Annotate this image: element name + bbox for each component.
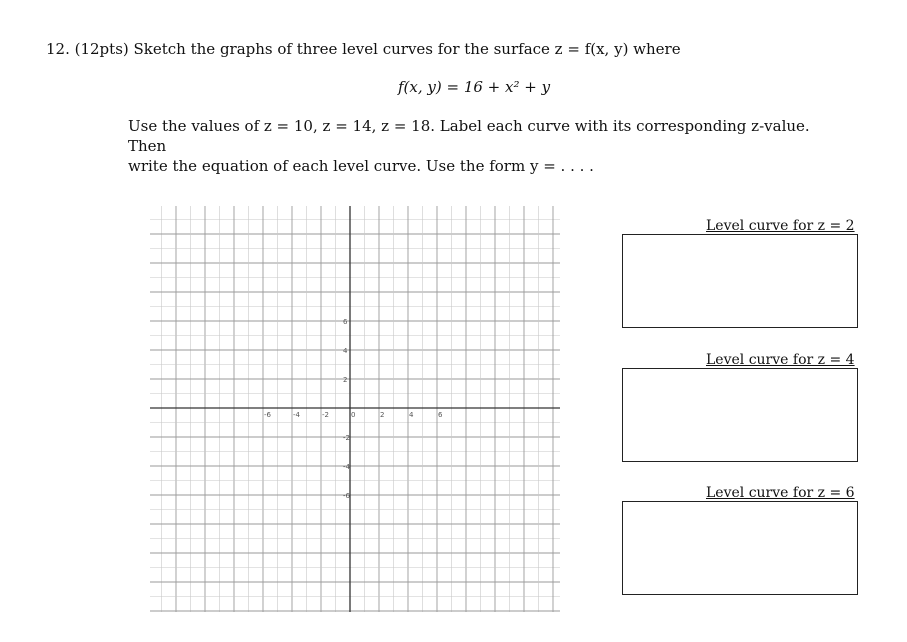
x-tick-label: 0 [351, 411, 356, 419]
y-tick-label: -6 [343, 492, 350, 500]
instructions-line-2: write the equation of each level curve. Use the form y = . . . . [128, 157, 594, 175]
level-curve-answer-box-3[interactable] [622, 501, 858, 595]
level-curve-label-3: Level curve for z = 6 [706, 485, 855, 501]
y-tick-label: 4 [343, 347, 348, 355]
x-tick-label: 6 [438, 411, 443, 419]
y-tick-label: 6 [343, 318, 348, 326]
y-tick-label: -4 [343, 463, 350, 471]
instructions [128, 116, 848, 176]
y-tick-label: 2 [343, 376, 348, 384]
function-formula: f(x, y) = 16 + x² + y [398, 78, 551, 96]
grid-svg[interactable] [150, 206, 560, 612]
level-curve-answer-box-1[interactable] [622, 234, 858, 328]
x-tick-label: -4 [293, 411, 300, 419]
x-tick-label: -2 [322, 411, 329, 419]
problem-heading: 12. (12pts) Sketch the graphs of three level curves for the surface z = f(x, y) where [46, 40, 681, 58]
y-tick-label: -2 [343, 434, 350, 442]
level-curve-answer-box-2[interactable] [622, 368, 858, 462]
coordinate-grid[interactable] [150, 206, 560, 612]
x-tick-label: 2 [380, 411, 385, 419]
level-curve-label-2: Level curve for z = 4 [706, 352, 855, 368]
level-curve-label-1: Level curve for z = 2 [706, 218, 855, 234]
x-tick-label: -6 [264, 411, 271, 419]
x-tick-label: 4 [409, 411, 414, 419]
instructions-line-1: Use the values of z = 10, z = 14, z = 18. Label each curve with its corresponding z-value. Then [128, 117, 810, 155]
